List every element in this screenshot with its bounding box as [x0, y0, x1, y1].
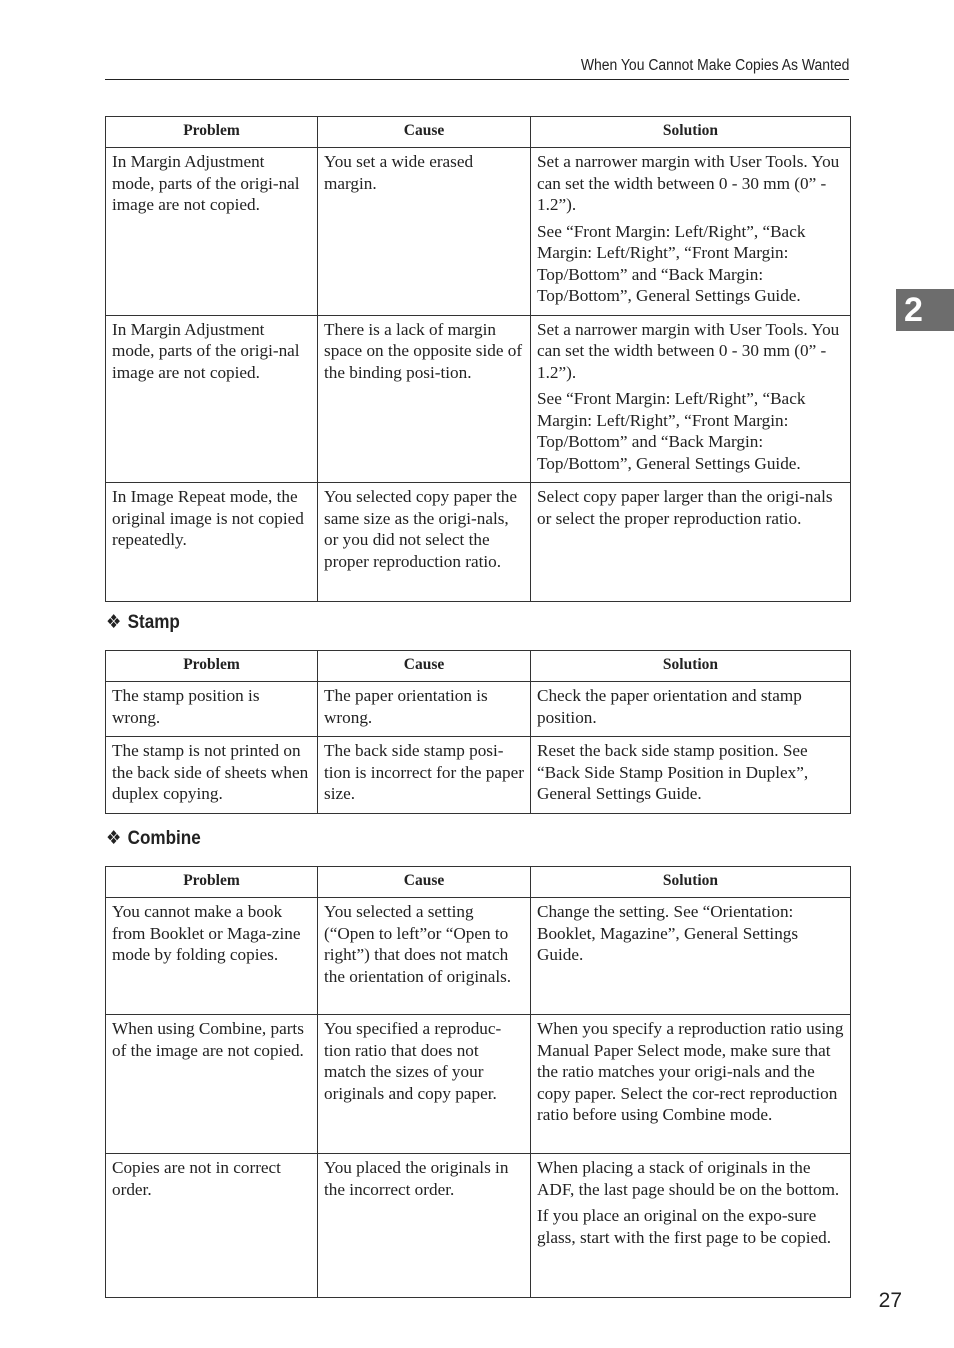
- solution-text: When placing a stack of originals in the ADF, the last page should be on the bottom.: [537, 1158, 840, 1199]
- solution-text: Check the paper orientation and stamp position.: [537, 686, 802, 727]
- page-number: 27: [878, 1289, 902, 1312]
- column-header-problem: Problem: [106, 651, 318, 682]
- solution-text: If you place an original on the expo-sure glass, start with the first page to be copied.: [537, 1206, 832, 1247]
- stamp-troubleshooting-table: [105, 650, 851, 814]
- solution-cell: [531, 483, 851, 602]
- solution-cell: [531, 148, 851, 316]
- solution-text: Set a narrower margin with User Tools. You can set the width between 0 - 30 mm (0” - 1.2”).: [537, 152, 840, 214]
- table-row: [106, 1015, 851, 1154]
- problem-cell: The stamp is not printed on the back side of sheets when duplex copying.: [106, 737, 318, 814]
- solution-text: Select copy paper larger than the origi-nals or select the proper reproduction ratio.: [537, 487, 833, 528]
- table-row: [106, 483, 851, 602]
- table-row: [106, 315, 851, 483]
- table-row: [106, 682, 851, 737]
- section-title: Combine: [127, 828, 201, 849]
- problem-cell: You cannot make a book from Booklet or Maga-zine mode by folding copies.: [106, 898, 318, 1015]
- chapter-tab: 2: [896, 289, 954, 331]
- column-header-cause: Cause: [318, 117, 531, 148]
- section-heading-combine: [106, 827, 201, 850]
- section-heading-stamp: [106, 611, 180, 634]
- diamond-bullet-icon: ❖: [106, 828, 122, 849]
- problem-cell: The stamp position is wrong.: [106, 682, 318, 737]
- column-header-cause: Cause: [318, 867, 531, 898]
- header-divider: [105, 79, 849, 80]
- solution-text: Reset the back side stamp position. See “Back Side Stamp Position in Duplex”, General Settings Guide.: [537, 741, 809, 803]
- column-header-solution: Solution: [531, 867, 851, 898]
- column-header-problem: Problem: [106, 117, 318, 148]
- cause-cell: The back side stamp posi-tion is incorrect for the paper size.: [318, 737, 531, 814]
- problem-cell: When using Combine, parts of the image are not copied.: [106, 1015, 318, 1154]
- column-header-solution: Solution: [531, 651, 851, 682]
- solution-text: When you specify a reproduction ratio using Manual Paper Select mode, make sure that the ratio matches your origi-nals and the copy paper. Select the cor-rect reproduction ratio before using Combine mode.: [537, 1019, 844, 1124]
- solution-text: Change the setting. See “Orientation: Booklet, Magazine”, General Settings Guide.: [537, 902, 799, 964]
- cause-cell: The paper orientation is wrong.: [318, 682, 531, 737]
- section-title: Stamp: [127, 612, 180, 633]
- cause-cell: You specified a reproduc-tion ratio that does not match the sizes of your originals and copy paper.: [318, 1015, 531, 1154]
- solution-text: See “Front Margin: Left/Right”, “Back Margin: Left/Right”, “Front Margin: Top/Bottom” and “Back Margin: Top/Bottom”, General Settings Guide.: [537, 221, 806, 305]
- solution-cell: [531, 737, 851, 814]
- solution-cell: [531, 898, 851, 1015]
- cause-cell: You placed the originals in the incorrect order.: [318, 1154, 531, 1298]
- table-row: [106, 898, 851, 1015]
- column-header-solution: Solution: [531, 117, 851, 148]
- combine-troubleshooting-table: [105, 866, 851, 1298]
- cause-cell: There is a lack of margin space on the opposite side of the binding posi-tion.: [318, 315, 531, 483]
- problem-cell: Copies are not in correct order.: [106, 1154, 318, 1298]
- table-row: [106, 1154, 851, 1298]
- cause-cell: You selected copy paper the same size as the origi-nals, or you did not select the proper reproduction ratio.: [318, 483, 531, 602]
- table-row: [106, 148, 851, 316]
- problem-cell: In Margin Adjustment mode, parts of the origi-nal image are not copied.: [106, 315, 318, 483]
- table-header-row: [106, 117, 851, 148]
- solution-text: Set a narrower margin with User Tools. You can set the width between 0 - 30 mm (0” - 1.2”).: [537, 319, 840, 382]
- solution-cell: [531, 1015, 851, 1154]
- table-row: [106, 737, 851, 814]
- table-header-row: [106, 651, 851, 682]
- cause-cell: You selected a setting (“Open to left”or “Open to right”) that does not match the orientation of originals.: [318, 898, 531, 1015]
- solution-cell: [531, 315, 851, 483]
- diamond-bullet-icon: ❖: [106, 612, 122, 633]
- solution-cell: [531, 682, 851, 737]
- solution-cell: [531, 1154, 851, 1298]
- running-header: When You Cannot Make Copies As Wanted: [580, 57, 849, 74]
- margin-troubleshooting-table: [105, 116, 851, 602]
- problem-cell: In Image Repeat mode, the original image is not copied repeatedly.: [106, 483, 318, 602]
- cause-cell: You set a wide erased margin.: [318, 148, 531, 316]
- column-header-problem: Problem: [106, 867, 318, 898]
- table-header-row: [106, 867, 851, 898]
- problem-cell: In Margin Adjustment mode, parts of the origi-nal image are not copied.: [106, 148, 318, 316]
- solution-text: See “Front Margin: Left/Right”, “Back Margin: Left/Right”, “Front Margin: Top/Bottom” and “Back Margin: Top/Bottom”, General Settings Guide.: [537, 389, 806, 473]
- column-header-cause: Cause: [318, 651, 531, 682]
